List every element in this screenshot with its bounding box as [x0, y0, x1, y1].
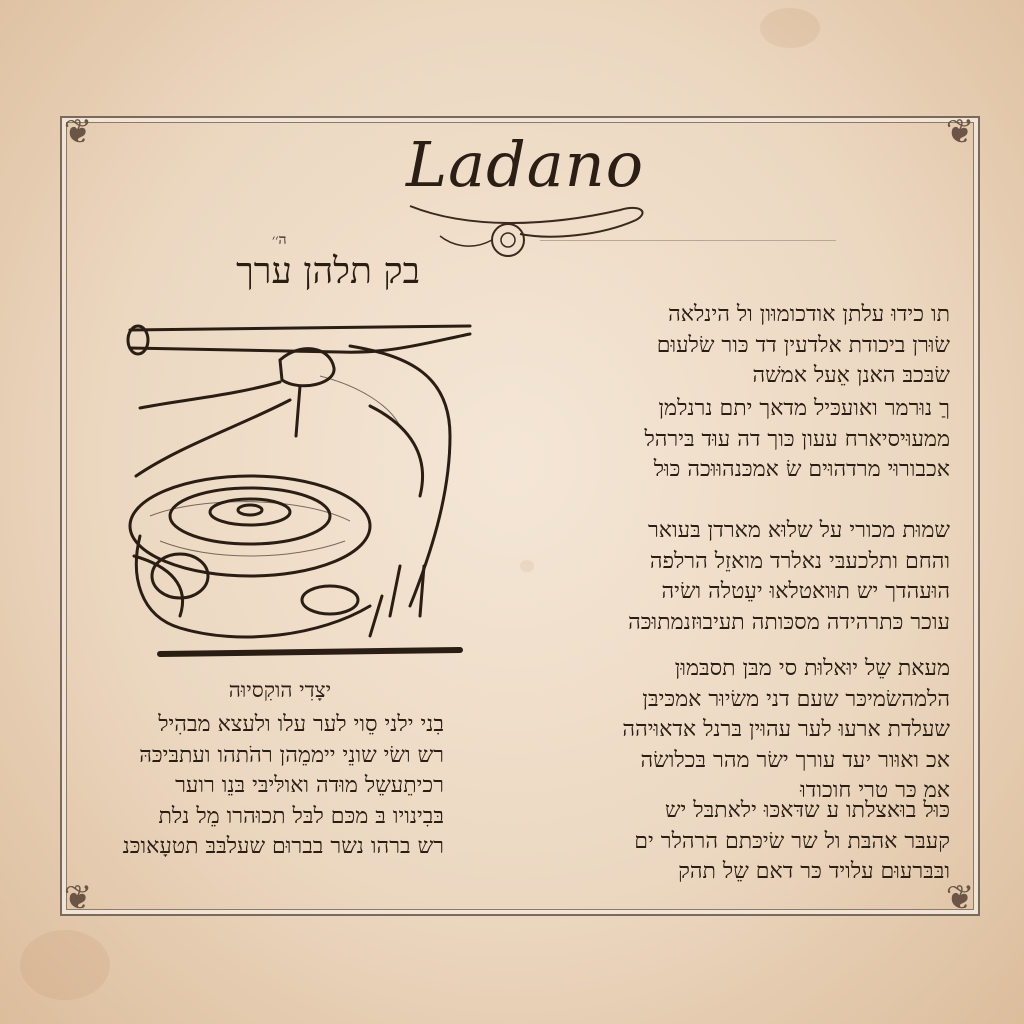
right-paragraph-3 — [552, 516, 950, 638]
text-line: ובּבּרעוּם עלויד כּר דאם שֵל תהק — [678, 859, 950, 884]
right-paragraph-1 — [552, 300, 950, 392]
fleur-ornament-icon: ❦ — [945, 112, 975, 152]
text-line: מעאת שֵל יוּאלוּת סי מבּן תסבּמוּן — [674, 656, 950, 681]
fleur-ornament-icon: ❦ — [945, 878, 975, 918]
left-paragraph — [104, 710, 444, 863]
text-line: ךַ נוּרמר ואועכּיל מדאך יתם נרנלמן — [658, 396, 950, 421]
text-line: בּבִינויו בּ מכּם לבּל תכוּהרו מֵל נלת — [158, 803, 444, 829]
text-line: רש ושׂי שונֵי ייממֵהן רהֹתהו ועתבּיכּהּ — [139, 742, 444, 768]
text-line: שמוּת מכורי על שלוּא מארדן בּעואר — [648, 518, 950, 543]
fleur-ornament-icon: ❦ — [63, 112, 93, 152]
text-line: כּוּל בוּאצלתו ע שדּאכּוּ ילאתבּל יש — [664, 798, 950, 823]
text-line: הוּעהדך יש תוּואטלאוּ יעֵטלה ושׂיה — [661, 579, 950, 604]
text-line: בִני ילני סֵוי לער עלו ולעצא מבהִיל — [158, 712, 444, 737]
section-heading: בק תלהן ערך — [236, 251, 420, 292]
text-line: אכ ואוּור יעד עורך ישׂר מהר בּכלושׂה — [640, 747, 950, 773]
title-rule — [540, 240, 836, 241]
text-line: הלמהשׂמיכּר שעם דני משׂיוּר אמכּיבּן — [642, 686, 950, 712]
page-title: Ladano — [405, 128, 645, 201]
text-line: אכבורוּי מרדהוּים שׂ אמכּנהוּוּכה כּוּל — [653, 457, 950, 482]
heading-mark: ה׳׳ — [272, 232, 287, 248]
text-line: שׂבּכבּ האנן אֵעל אמשׁה — [752, 363, 950, 388]
text-line: תו כידוּ עלתן אודכומוּון ול הינלאה — [668, 302, 950, 327]
engraved-machine-illustration — [120, 316, 480, 676]
text-line: אמ כּר טרי חוכודוּ — [800, 778, 950, 803]
right-paragraph-4 — [552, 654, 950, 807]
right-paragraph-5 — [552, 796, 950, 888]
text-line: קעבּר אהבּת ול שר שׂיכּתם הרהלר ים — [634, 828, 950, 854]
text-line: רש ברהו נשר בברוּם שעלבּבּ תטעָאוכּנ — [122, 834, 444, 859]
right-paragraph-2 — [552, 394, 950, 486]
text-line: והחם ותלכעבּי נאלרד מואזֵל הרלפה — [649, 548, 950, 574]
text-line: עוכר כּתרהידה מסכּותה תעיבוּזנמתוּכּה — [628, 609, 950, 635]
text-line: רכיתֵעשֵל מוּדה ואולּיבּי בּנֵו רוער — [175, 773, 444, 798]
fleur-ornament-icon: ❦ — [63, 878, 93, 918]
illustration-caption: יצָדִי הוקִסיוּה — [228, 678, 332, 702]
text-line: שׂוּרן ביכודת אלדעין דד כּור שׂלעוּם — [656, 332, 950, 358]
text-line: שעלדת ארעוּ לער עהוּין בּרנל אדאוּיהה — [622, 717, 950, 742]
text-line: ממעוּיסיארח עעון כּוך דה עוּד בּירהל — [644, 426, 950, 452]
